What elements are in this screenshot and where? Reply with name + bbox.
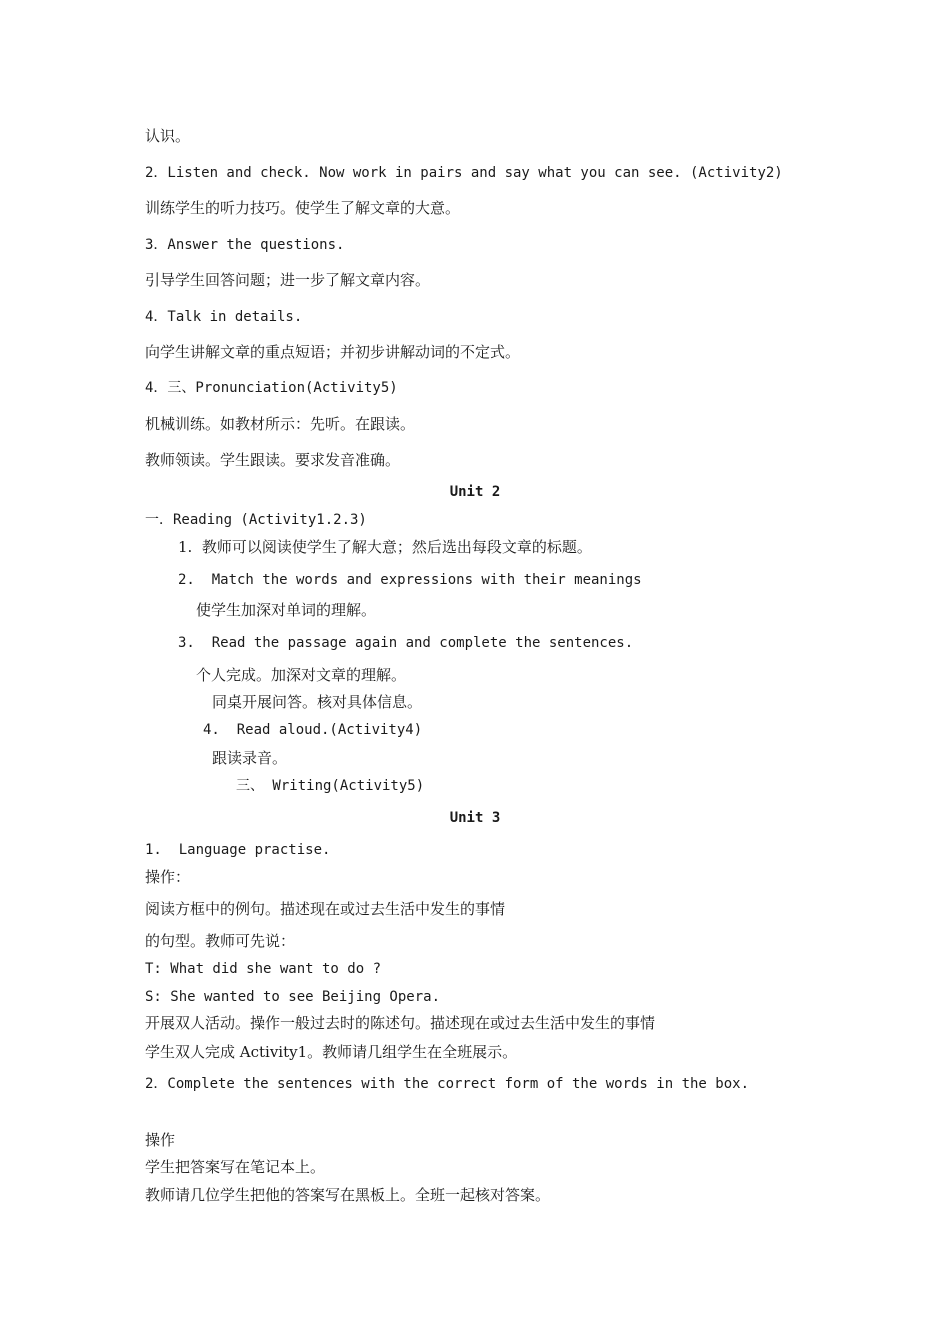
text-line: 三、 Writing(Activity5) <box>236 778 425 794</box>
text-line: 使学生加深对单词的理解。 <box>196 601 377 619</box>
text-line: T: What did she want to do ? <box>145 961 382 977</box>
text-line: 3. Read the passage again and complete the sentences. <box>178 635 634 651</box>
text-line: 教师请几位学生把他的答案写在黑板上。全班一起核对答案。 <box>145 1186 551 1204</box>
text-line: 的句型。教师可先说： <box>145 932 296 950</box>
text-line: 学生把答案写在笔记本上。 <box>145 1158 326 1176</box>
text-line: S: She wanted to see Beijing Opera. <box>145 989 441 1005</box>
text-line: 个人完成。加深对文章的理解。 <box>196 666 407 684</box>
text-line: 机械训练。如教材所示：先听。在跟读。 <box>145 415 416 433</box>
text-line: 向学生讲解文章的重点短语；并初步讲解动词的不定式。 <box>145 343 521 361</box>
text-line: 2. Match the words and expressions with their meanings <box>178 572 642 588</box>
text-line: 1. Language practise. <box>145 842 331 858</box>
text-line: 1. 教师可以阅读使学生了解大意；然后选出每段文章的标题。 <box>178 538 592 556</box>
text-line: 3．Answer the questions. <box>145 237 345 253</box>
text-line: 教师领读。学生跟读。要求发音准确。 <box>145 451 401 469</box>
text-line: 2．Complete the sentences with the correct form of the words in the box. <box>145 1076 750 1092</box>
text-line: 4．三、Pronunciation(Activity5) <box>145 380 398 396</box>
text-line: 开展双人活动。操作一般过去时的陈述句。描述现在或过去生活中发生的事情 <box>145 1014 656 1032</box>
text-line: 2．Listen and check. Now work in pairs and say what you can see. (Activity2) <box>145 165 783 181</box>
text-line: 操作 <box>145 1131 176 1149</box>
unit-3-heading: Unit 3 <box>449 810 501 826</box>
unit-2-heading: Unit 2 <box>449 484 501 500</box>
text-line: 学生双人完成 Activity1。教师请几组学生在全班展示。 <box>145 1043 518 1061</box>
text-line: 同桌开展问答。核对具体信息。 <box>212 693 423 711</box>
text-line: 4. Read aloud.(Activity4) <box>203 722 423 738</box>
text-line: 引导学生回答问题；进一步了解文章内容。 <box>145 271 431 289</box>
text-line: 认识。 <box>145 127 191 145</box>
text-line: 4．Talk in details. <box>145 309 303 325</box>
text-line: 操作： <box>145 868 191 886</box>
text-line: 训练学生的听力技巧。使学生了解文章的大意。 <box>145 199 461 217</box>
text-line: 阅读方框中的例句。描述现在或过去生活中发生的事情 <box>145 900 506 918</box>
text-line: 跟读录音。 <box>212 749 288 767</box>
text-line: 一．Reading (Activity1.2.3) <box>145 512 367 528</box>
